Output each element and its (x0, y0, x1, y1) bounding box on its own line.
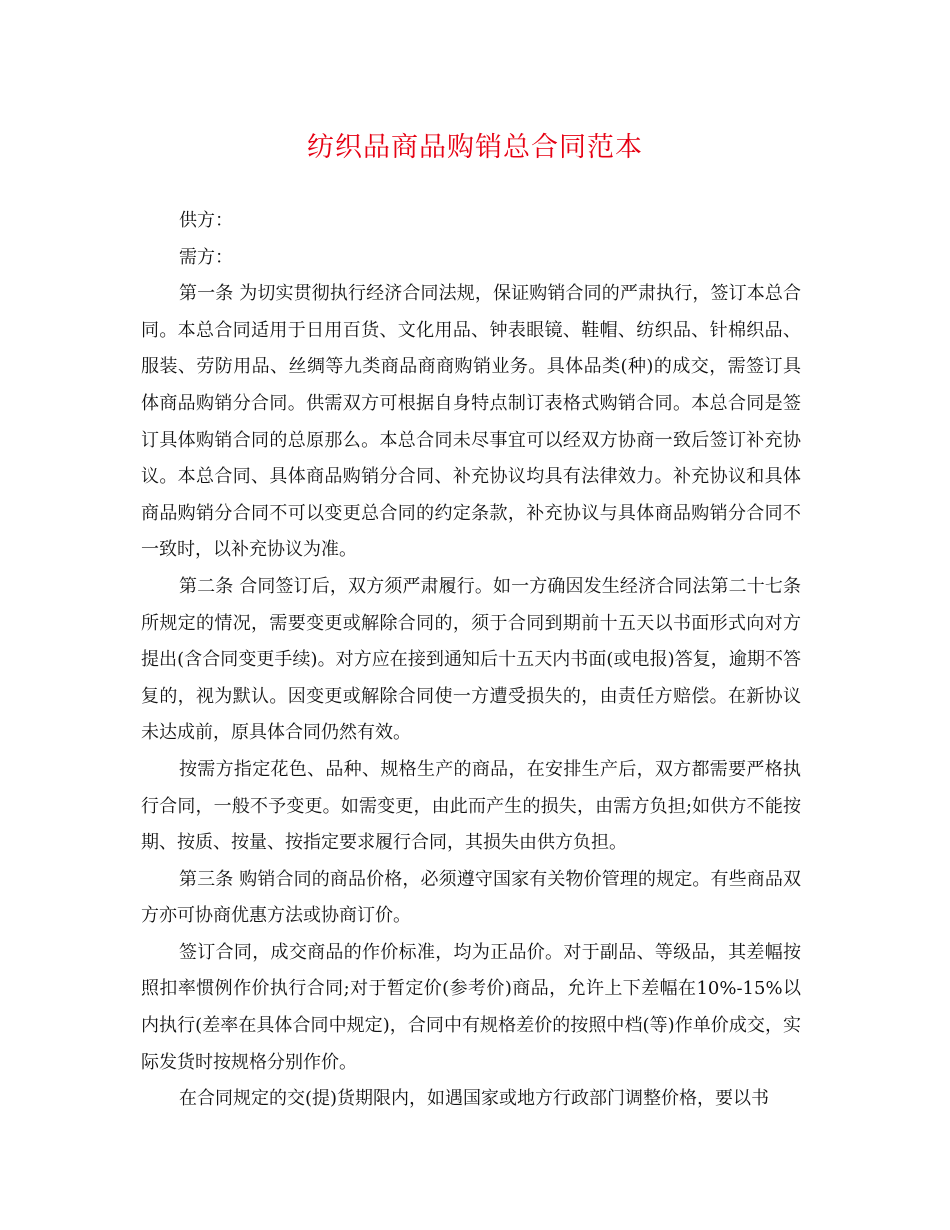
supplier-line: 供方： (179, 210, 233, 231)
article-1-paragraph: 第一条 为切实贯彻执行经济合同法规，保证购销合同的严肃执行，签订本总合同。本总合同适用于日用百货、文化用品、钟表眼镜、鞋帽、纺织品、针棉织品、服装、劳防用品、丝绸等九类商品商商购销业务。具体品类(种)的成交，需签订具体商品购销分合同。供需双方可根据自身特点制订表格式购销合同。本总合同是签订具体购销合同的总原那么。本总合同未尽事宜可以经双方协商一致后签订补充协议。本总合同、具体商品购销分合同、补充协议均具有法律效力。补充协议和具体商品购销分合同不可以变更总合同的约定条款，补充协议与具体商品购销分合同不一致时，以补充协议为准。 (141, 283, 801, 561)
buyer-line: 需方： (179, 246, 233, 268)
article-3-paragraph: 第三条 购销合同的商品价格，必须遵守国家有关物价管理的规定。有些商品双方亦可协商优惠方法或协商订价。 (141, 868, 801, 927)
document-body (141, 203, 801, 1118)
price-adjustment-paragraph: 在合同规定的交(提)货期限内，如遇国家或地方行政部门调整价格，要以书 (179, 1088, 770, 1110)
article-2-paragraph: 第二条 合同签订后，双方须严肃履行。如一方确因发生经济合同法第二十七条所规定的情况，需要变更或解除合同的，须于合同到期前十五天以书面形式向对方提出(含合同变更手续)。对方应在接到通知后十五天内书面(或电报)答复，逾期不答复的，视为默认。因变更或解除合同使一方遭受损失的，由责任方赔偿。在新协议未达成前，原具体合同仍然有效。 (141, 575, 801, 744)
document-title: 纺织品商品购销总合同范本 (307, 132, 643, 163)
pricing-standard-paragraph: 签订合同，成交商品的作价标准，均为正品价。对于副品、等级品，其差幅按照扣率惯例作价执行合同;对于暂定价(参考价)商品，允许上下差幅在10%-15%以内执行(差率在具体合同中规定)，合同中有规格差价的按照中档(等)作单价成交，实际发货时按规格分别作价。 (141, 941, 801, 1073)
custom-order-paragraph: 按需方指定花色、品种、规格生产的商品，在安排生产后，双方都需要严格执行合同，一般不予变更。如需变更，由此而产生的损失，由需方负担;如供方不能按期、按质、按量、按指定要求履行合同，其损失由供方负担。 (141, 758, 801, 854)
